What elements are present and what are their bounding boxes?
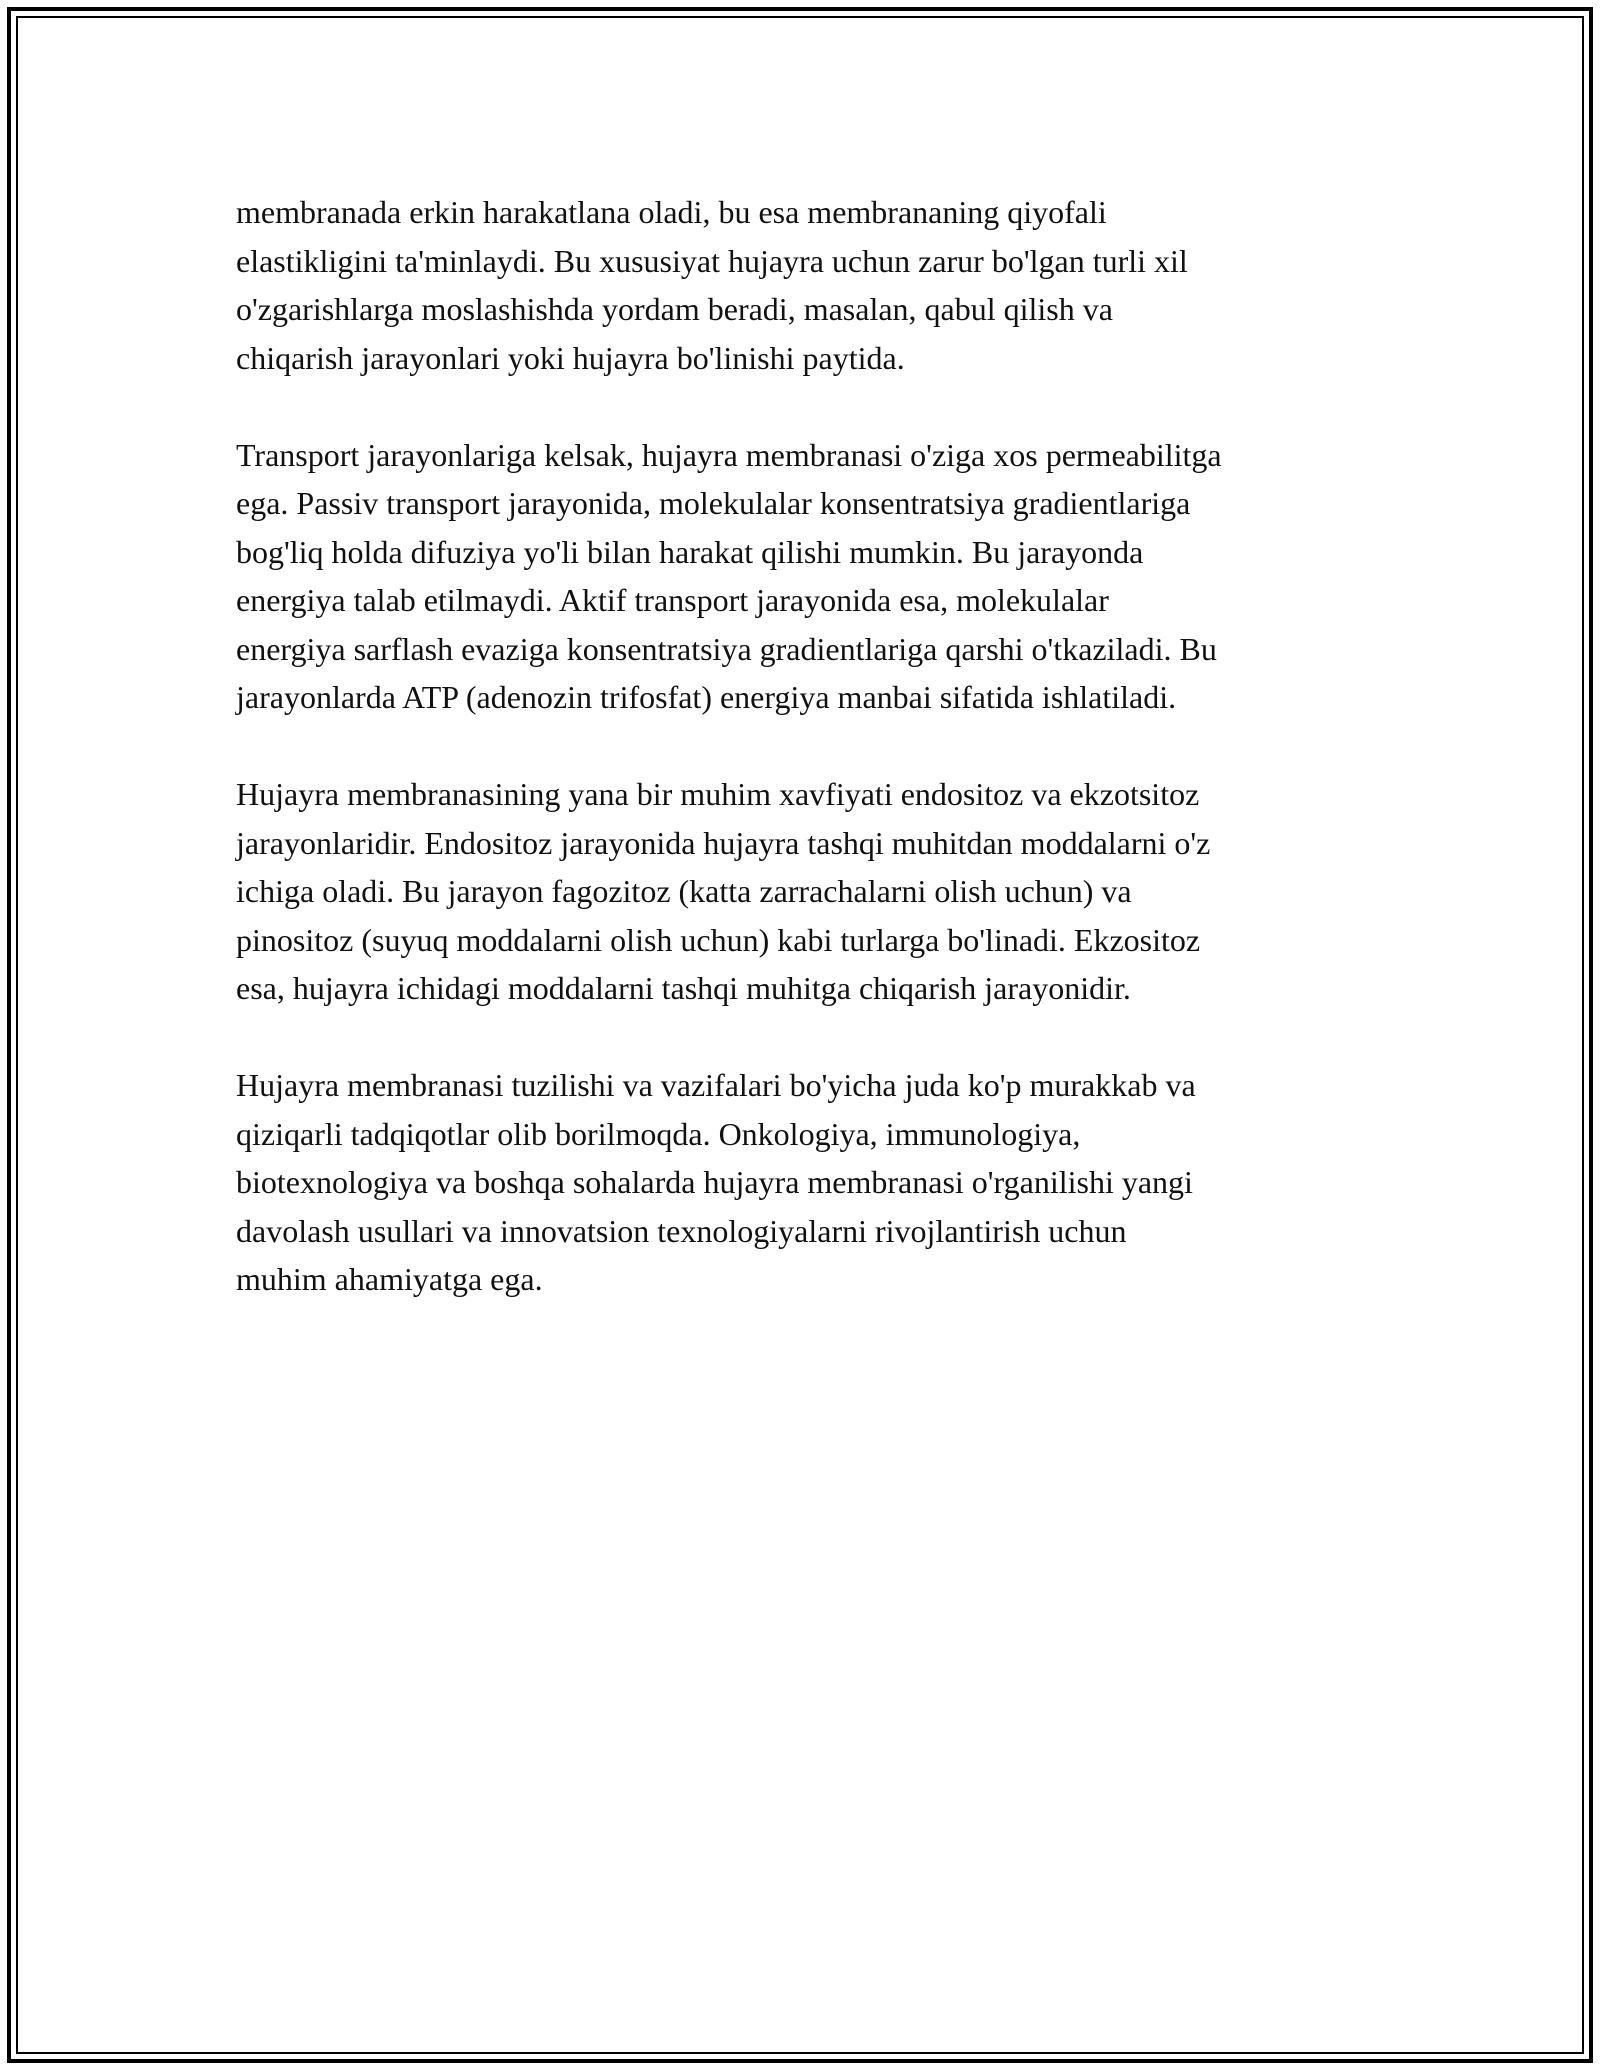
paragraph-membrane-research: Hujayra membranasi tuzilishi va vazifalari bo'yicha juda ko'p murakkab va qiziqarli tadqiqotlar olib borilmoqda. Onkologiya, immunologiya, biotexnologiya va boshqa sohalarda hujayra membranasi o'rganilishi yangi davolash usullari va innovatsion texnologiyalarni rivojlantirish uchun muhim ahamiyatga ega. xyxy=(236,1067,1196,1297)
paragraph-transport-processes: Transport jarayonlariga kelsak, hujayra membranasi o'ziga xos permeabilitga ega. Passiv transport jarayonida, molekulalar konsentratsiya gradientlariga bog'liq holda difuziya yo'li bilan harakat qilishi mumkin. Bu jarayonda energiya talab etilmaydi. Aktif transport jarayonida esa, molekulalar energiya sarflash evaziga konsentratsiya gradientlariga qarshi o'tkaziladi. Bu jarayonlarda ATP (adenozin trifosfat) energiya manbai sifatida ishlatiladi. xyxy=(236,436,1222,715)
paragraph-endocytosis-exocytosis: Hujayra membranasining yana bir muhim xavfiyati endositoz va ekzotsitoz jarayonlaridir. Endositoz jarayonida hujayra tashqi muhitdan moddalarni o'z ichiga oladi. Bu jarayon fagozitoz (katta zarrachalarni olish uchun) va pinositoz (suyuq moddalarni olish uchun) kabi turlarga bo'linadi. Ekzositoz esa, hujayra ichidagi moddalarni tashqi muhitga chiqarish jarayonidir. xyxy=(236,776,1211,1006)
document-body xyxy=(236,188,1376,1352)
paragraph-membrane-flexibility: membranada erkin harakatlana oladi, bu esa membrananing qiyofali elastikligini ta'minlaydi. Bu xususiyat hujayra uchun zarur bo'lgan turli xil o'zgarishlarga moslashishda yordam beradi, masalan, qabul qilish va chiqarish jarayonlari yoki hujayra bo'linishi paytida. xyxy=(236,194,1188,376)
